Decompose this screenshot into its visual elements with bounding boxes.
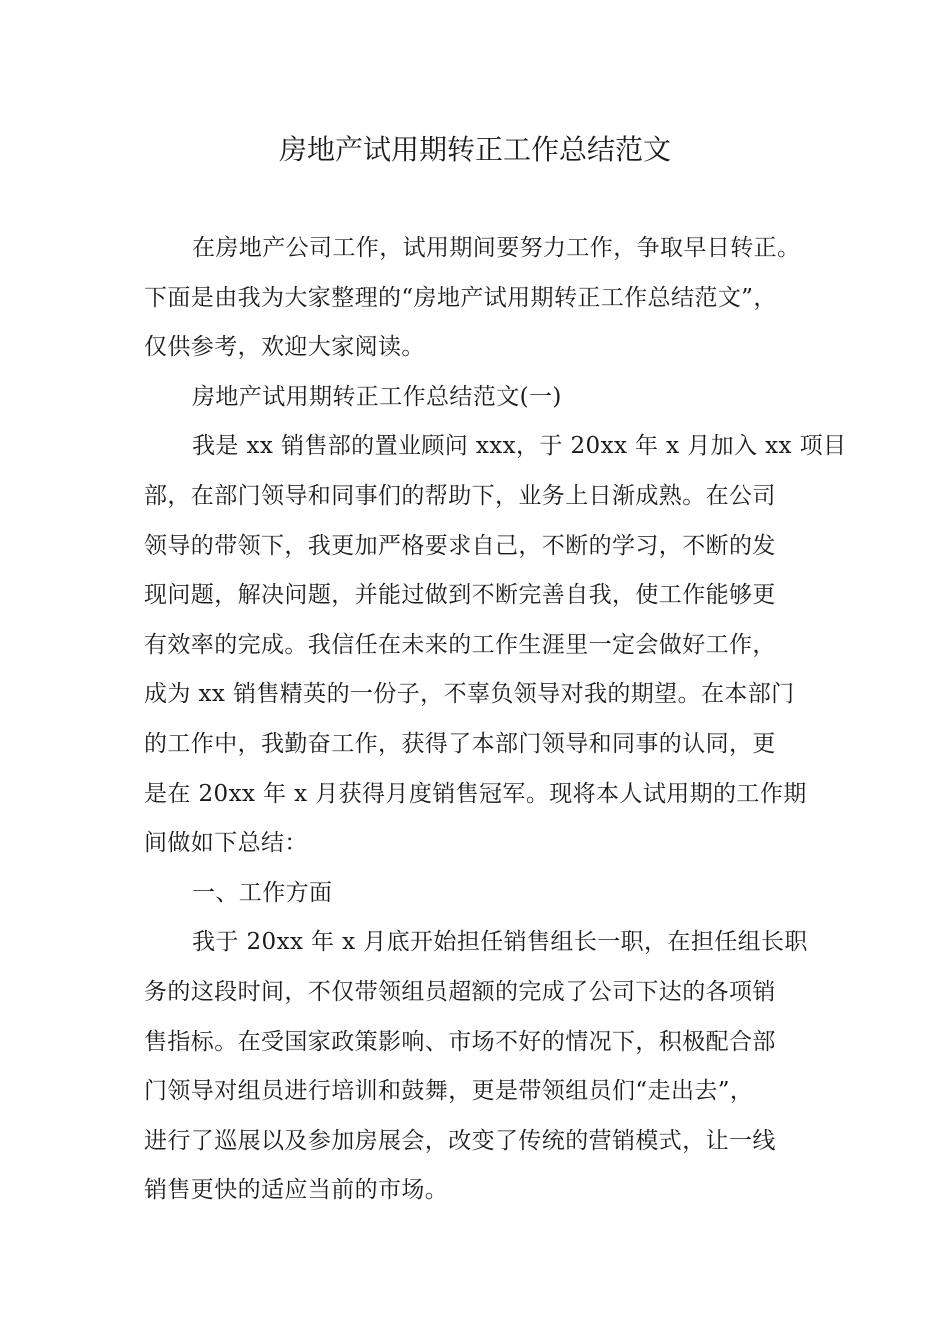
paragraph-line: 销售更快的适应当前的市场。 [144, 1177, 449, 1204]
paragraph-line: 仅供参考，欢迎大家阅读。 [144, 334, 425, 361]
paragraph-line: 现问题，解决问题，并能过做到不断完善自我，使工作能够更 [144, 582, 776, 609]
paragraph-line: 在房地产公司工作，试用期间要努力工作，争取早日转正。 [192, 235, 801, 261]
paragraph-line: 的工作中，我勤奋工作，获得了本部门领导和同事的认同，更 [144, 730, 776, 757]
paragraph-line: 间做如下总结： [144, 830, 308, 857]
document-title: 房地产试用期转正工作总结范文 [278, 133, 671, 166]
paragraph-line: 下面是由我为大家整理的“房地产试用期转正工作总结范文”， [144, 284, 777, 311]
section-heading: 房地产试用期转正工作总结范文(一) [192, 383, 562, 410]
paragraph-line: 务的这段时间，不仅带领组员超额的完成了公司下达的各项销 [144, 978, 776, 1005]
section-heading: 一、工作方面 [192, 879, 333, 906]
paragraph-line: 售指标。在受国家政策影响、市场不好的情况下，积极配合部 [144, 1028, 776, 1055]
paragraph-line: 有效率的完成。我信任在未来的工作生涯里一定会做好工作， [144, 631, 776, 658]
paragraph-line: 成为 xx 销售精英的一份子，不辜负领导对我的期望。在本部门 [144, 681, 795, 708]
paragraph-line: 进行了巡展以及参加房展会，改变了传统的营销模式，让一线 [144, 1127, 776, 1154]
paragraph-line: 我是 xx 销售部的置业顾问 xxx，于 20xx 年 x 月加入 xx 项目 [192, 433, 847, 460]
document-body [144, 224, 847, 1216]
paragraph-line: 部，在部门领导和同事们的帮助下，业务上日渐成熟。在公司 [144, 482, 776, 509]
paragraph-line: 门领导对组员进行培训和鼓舞，更是带领组员们“走出去”， [144, 1078, 754, 1105]
paragraph-line: 领导的带领下，我更加严格要求自己，不断的学习，不断的发 [144, 532, 776, 559]
paragraph-line: 我于 20xx 年 x 月底开始担任销售组长一职，在担任组长职 [192, 929, 808, 956]
paragraph-line: 是在 20xx 年 x 月获得月度销售冠军。现将本人试用期的工作期 [144, 780, 807, 807]
